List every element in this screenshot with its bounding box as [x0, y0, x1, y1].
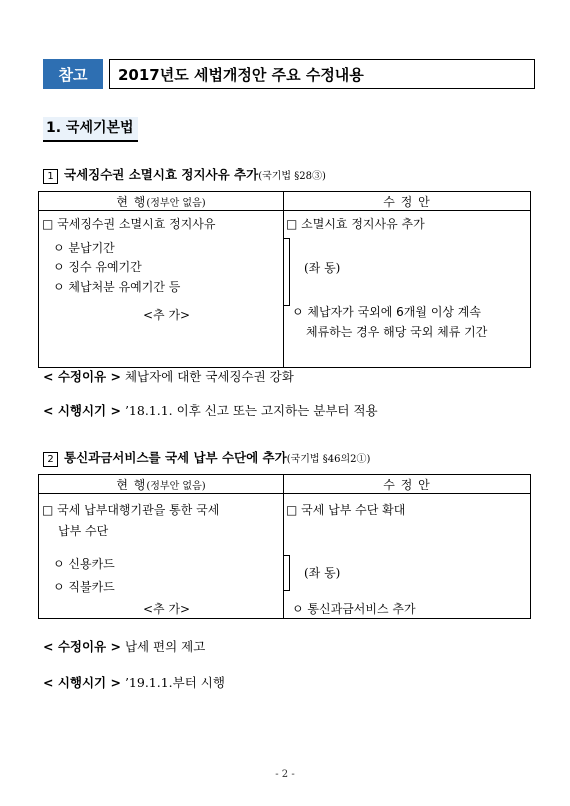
revised-line: ㅇ 체납자가 국외에 6개월 이상 계속 — [292, 305, 481, 319]
revised-cell — [284, 494, 531, 619]
add-marker: <추 가> — [143, 602, 191, 616]
effective-label: < 시행시기 > — [43, 403, 121, 418]
current-heading: □ 국세 납부대행기관을 통한 국세 — [42, 503, 220, 517]
current-line: ㅇ 체납처분 유예기간 등 — [53, 280, 181, 294]
page-title: 2017년도 세법개정안 주요 수정내용 — [109, 59, 535, 89]
item-2-title-row — [43, 448, 370, 467]
current-line: ㅇ 분납기간 — [53, 241, 115, 255]
revised-line: 체류하는 경우 해당 국외 체류 기간 — [306, 325, 488, 339]
column-header-revised: 수 정 안 — [284, 475, 531, 494]
revision-reason-2 — [43, 637, 205, 655]
effective-date-1 — [43, 401, 378, 419]
revision-reason-1 — [43, 367, 294, 385]
effective-text: ’18.1.1. 이후 신고 또는 고지하는 분부터 적용 — [124, 403, 378, 418]
current-line: ㅇ 징수 유예기간 — [53, 260, 142, 274]
revised-heading: □ 국세 납부 수단 확대 — [286, 503, 406, 517]
page-number: - 2 - — [275, 769, 295, 780]
current-cell — [39, 494, 284, 619]
effective-label: < 시행시기 > — [43, 675, 121, 690]
item-number: 2 — [43, 452, 58, 467]
item-1-title-row — [43, 165, 326, 184]
item-number: 1 — [43, 169, 58, 184]
item-title: 통신과금서비스를 국세 납부 수단에 추가 — [64, 450, 287, 465]
same-as-left: (좌 동) — [304, 566, 341, 580]
reason-label: < 수정이유 > — [43, 639, 121, 654]
current-heading-cont: 납부 수단 — [58, 524, 109, 538]
revised-cell — [284, 211, 531, 368]
revised-line: ㅇ 통신과금서비스 추가 — [292, 602, 416, 616]
comparison-table-1 — [38, 191, 531, 368]
reason-text: 체납자에 대한 국세징수권 강화 — [124, 369, 294, 384]
column-header-revised: 수 정 안 — [284, 192, 531, 211]
column-header-current: 현 행(정부안 없음) — [39, 475, 284, 494]
item-title: 국세징수권 소멸시효 정지사유 추가 — [64, 167, 259, 182]
revised-heading: □ 소멸시효 정지사유 추가 — [286, 217, 425, 231]
same-as-left: (좌 동) — [304, 261, 341, 275]
effective-text: ’19.1.1.부터 시행 — [124, 675, 225, 690]
current-line: ㅇ 신용카드 — [53, 557, 115, 571]
current-cell — [39, 211, 284, 368]
bracket — [284, 555, 290, 591]
bracket — [284, 238, 290, 306]
current-line: ㅇ 직불카드 — [53, 580, 115, 594]
comparison-table-2 — [38, 474, 531, 619]
effective-date-2 — [43, 673, 225, 691]
add-marker: <추 가> — [143, 308, 191, 322]
law-reference: (국기법 §46의2①) — [286, 454, 371, 465]
column-header-current: 현 행(정부안 없음) — [39, 192, 284, 211]
reference-badge: 참고 — [43, 59, 103, 89]
section-title: 1. 국세기본법 — [43, 117, 138, 142]
law-reference: (국기법 §28③) — [258, 171, 326, 182]
reason-label: < 수정이유 > — [43, 369, 121, 384]
reason-text: 납세 편의 제고 — [124, 639, 206, 654]
current-heading: □ 국세징수권 소멸시효 정지사유 — [42, 217, 216, 231]
